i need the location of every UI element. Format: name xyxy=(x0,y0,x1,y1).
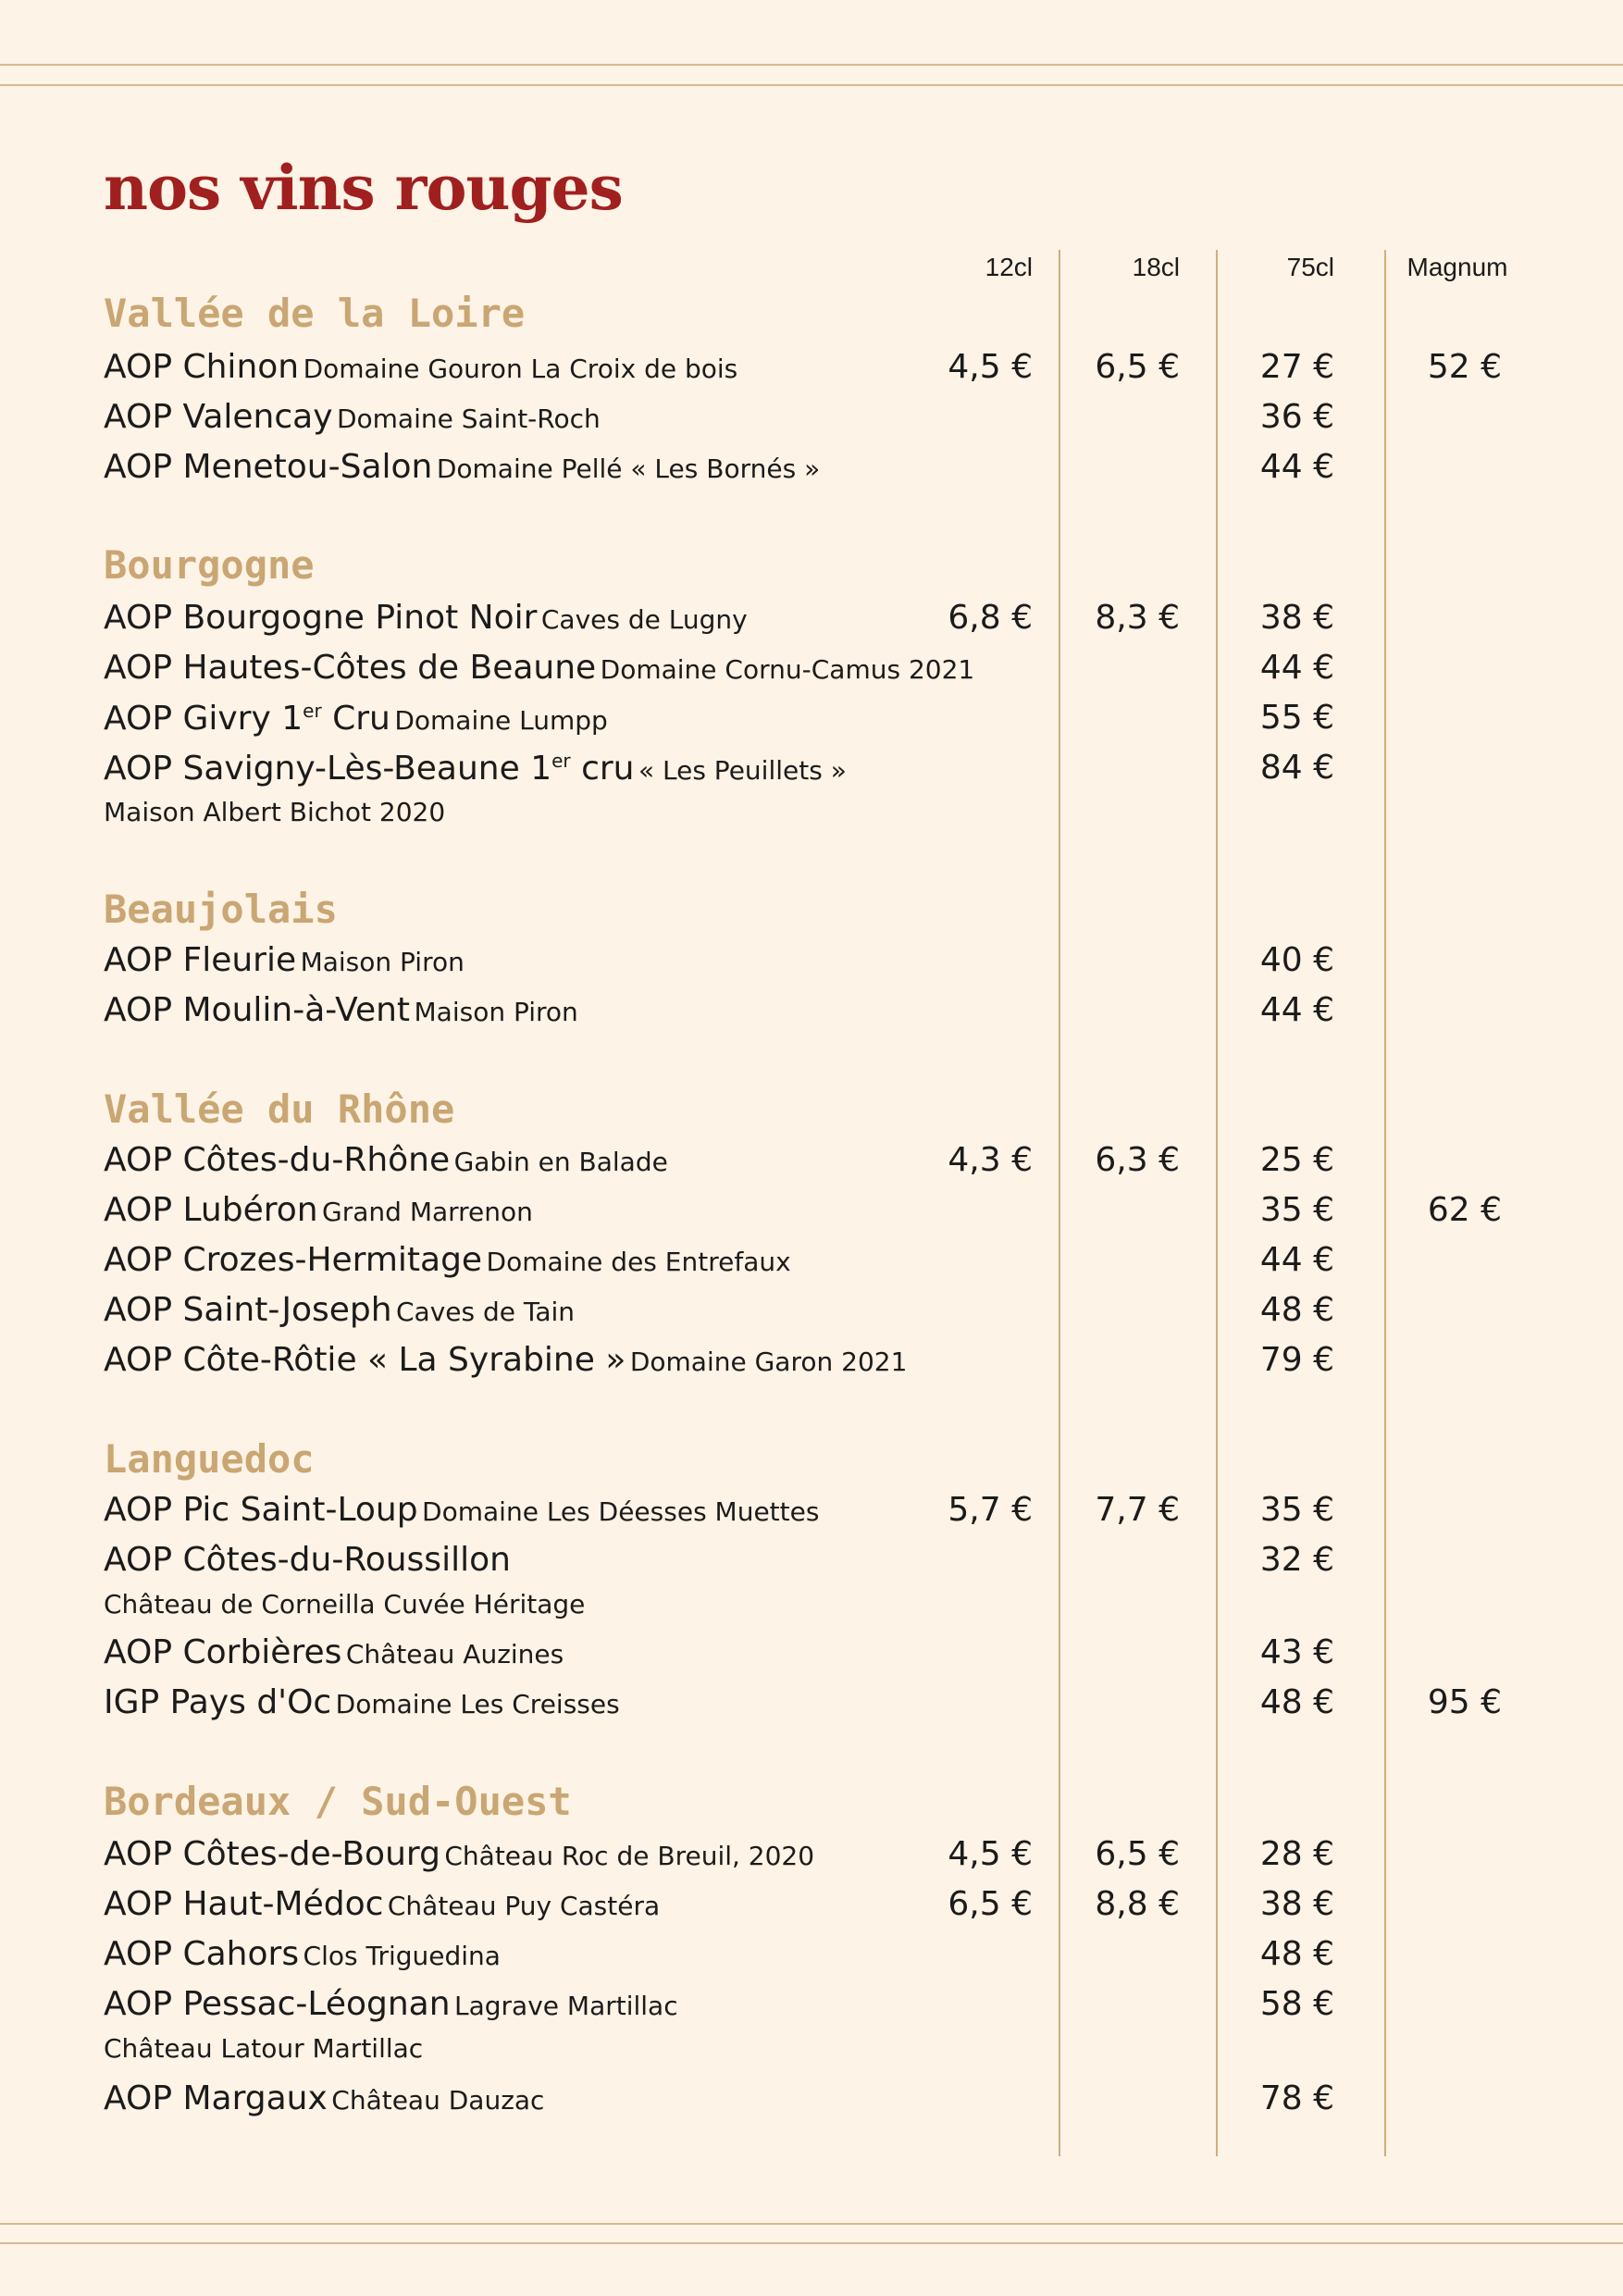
wine-name: AOP Pessac-Léognan xyxy=(104,1985,451,2023)
price-75cl: 79 € xyxy=(1259,1341,1334,1379)
price-75cl: 43 € xyxy=(1259,1633,1334,1671)
wine-name: AOP Pic Saint-Loup xyxy=(104,1491,418,1529)
section-title: Beaujolais xyxy=(104,887,338,932)
wine-producer: Grand Marrenon xyxy=(322,1197,533,1227)
section-title: Vallée de la Loire xyxy=(104,291,526,336)
wine-entry xyxy=(104,1341,908,1379)
price-75cl: 55 € xyxy=(1259,699,1334,737)
wine-name: AOP Haut-Médoc xyxy=(104,1885,384,1923)
price-75cl: 44 € xyxy=(1259,448,1334,486)
price-18cl: 6,3 € xyxy=(1095,1141,1180,1179)
price-75cl: 58 € xyxy=(1259,1985,1334,2023)
wine-entry xyxy=(104,649,975,687)
wine-entry xyxy=(104,1985,678,2023)
wine-name: IGP Pays d'Oc xyxy=(104,1683,332,1721)
wine-entry xyxy=(104,599,748,637)
wine-producer: Château Dauzac xyxy=(331,2085,545,2116)
wine-producer: Château Auzines xyxy=(345,1639,564,1669)
price-75cl: 44 € xyxy=(1259,991,1334,1029)
price-magnum: 62 € xyxy=(1427,1191,1502,1229)
wine-name: AOP Côtes-du-Rhône xyxy=(104,1141,451,1179)
wine-entry xyxy=(104,1835,815,1873)
wine-name: AOP Corbières xyxy=(104,1633,342,1671)
wine-producer: Domaine Pellé « Les Bornés » xyxy=(436,453,821,484)
price-75cl: 48 € xyxy=(1259,1935,1334,1973)
price-18cl: 7,7 € xyxy=(1095,1491,1180,1529)
wine-entry xyxy=(104,1241,791,1279)
wine-producer: Domaine Gouron La Croix de bois xyxy=(303,354,738,384)
wine-producer: Lagrave Martillac xyxy=(454,1991,678,2021)
wine-entry xyxy=(104,941,465,979)
wine-entry xyxy=(104,1633,564,1671)
wine-name: AOP Savigny-Lès-Beaune 1er cru xyxy=(104,750,635,788)
wine-producer: Maison Piron xyxy=(414,997,578,1027)
wine-entry xyxy=(104,701,608,736)
price-75cl: 38 € xyxy=(1259,599,1334,637)
price-75cl: 32 € xyxy=(1259,1541,1334,1579)
wine-entry xyxy=(104,751,847,786)
wine-name: AOP Hautes-Côtes de Beaune xyxy=(104,649,597,687)
wine-producer: Domaine des Entrefaux xyxy=(486,1247,791,1277)
wine-producer: Château Puy Castéra xyxy=(387,1891,661,1921)
wine-name: AOP Lubéron xyxy=(104,1191,318,1229)
wine-entry xyxy=(104,1291,576,1329)
wine-producer: Clos Triguedina xyxy=(303,1941,501,1971)
price-75cl: 48 € xyxy=(1259,1291,1334,1329)
wine-entry xyxy=(104,1683,620,1721)
price-75cl: 25 € xyxy=(1259,1141,1334,1179)
wine-producer: Caves de Tain xyxy=(396,1297,576,1327)
top-rule-2 xyxy=(0,84,1623,86)
bottom-rule-2 xyxy=(0,2242,1623,2244)
wine-entry xyxy=(104,448,821,486)
price-magnum: 95 € xyxy=(1427,1683,1502,1721)
wine-entry xyxy=(104,348,738,386)
column-divider xyxy=(1384,250,1386,2156)
wine-producer: Maison Piron xyxy=(300,947,465,977)
wine-entry xyxy=(104,991,578,1029)
wine-producer-note: Château de Corneilla Cuvée Héritage xyxy=(104,1589,586,1620)
wine-producer: « Les Peuillets » xyxy=(638,755,847,786)
wine-producer: Château Roc de Breuil, 2020 xyxy=(444,1841,815,1871)
column-header-magnum: Magnum xyxy=(1406,253,1508,281)
wine-entry xyxy=(104,1935,501,1973)
wine-name: AOP Crozes-Hermitage xyxy=(104,1241,483,1279)
price-18cl: 6,5 € xyxy=(1095,348,1180,386)
wine-name: AOP Côtes-de-Bourg xyxy=(104,1835,440,1873)
price-12cl: 6,8 € xyxy=(948,599,1033,637)
section-title: Bourgogne xyxy=(104,542,315,588)
price-75cl: 35 € xyxy=(1259,1191,1334,1229)
wine-name: AOP Côtes-du-Roussillon xyxy=(104,1541,511,1579)
price-12cl: 6,5 € xyxy=(948,1885,1033,1923)
wine-producer-note: Château Latour Martillac xyxy=(104,2033,424,2064)
wine-entry xyxy=(104,2079,545,2117)
price-18cl: 8,3 € xyxy=(1095,599,1180,637)
column-header-18cl: 18cl xyxy=(1132,253,1180,281)
top-rule-1 xyxy=(0,64,1623,66)
section-title: Vallée du Rhône xyxy=(104,1086,455,1132)
wine-producer: Domaine Les Creisses xyxy=(335,1689,620,1719)
wine-producer-note: Maison Albert Bichot 2020 xyxy=(104,797,446,827)
wine-entry xyxy=(104,1885,661,1923)
wine-name: AOP Givry 1er Cru xyxy=(104,700,390,738)
wine-name: AOP Margaux xyxy=(104,2079,328,2117)
price-75cl: 35 € xyxy=(1259,1491,1334,1529)
wine-entry xyxy=(104,1491,820,1529)
price-75cl: 27 € xyxy=(1259,348,1334,386)
price-75cl: 28 € xyxy=(1259,1835,1334,1873)
wine-name: AOP Valencay xyxy=(104,398,333,436)
price-75cl: 44 € xyxy=(1259,1241,1334,1279)
wine-entry xyxy=(104,1541,511,1579)
price-12cl: 5,7 € xyxy=(948,1491,1033,1529)
column-header-12cl: 12cl xyxy=(985,253,1033,281)
wine-producer: Domaine Les Déesses Muettes xyxy=(422,1496,820,1527)
column-header-75cl: 75cl xyxy=(1286,253,1334,281)
page-title: nos vins rouges xyxy=(104,152,623,224)
wine-name: AOP Menetou-Salon xyxy=(104,448,433,486)
bottom-rule-1 xyxy=(0,2223,1623,2225)
price-75cl: 44 € xyxy=(1259,649,1334,687)
wine-producer: Caves de Lugny xyxy=(540,604,748,635)
wine-producer: Domaine Saint-Roch xyxy=(336,403,601,434)
price-12cl: 4,3 € xyxy=(948,1141,1033,1179)
wine-producer: Domaine Garon 2021 xyxy=(629,1347,908,1377)
price-12cl: 4,5 € xyxy=(948,348,1033,386)
wine-entry xyxy=(104,1141,668,1179)
price-75cl: 84 € xyxy=(1259,749,1334,787)
price-75cl: 36 € xyxy=(1259,398,1334,436)
price-18cl: 8,8 € xyxy=(1095,1885,1180,1923)
wine-entry xyxy=(104,398,601,436)
section-title: Bordeaux / Sud-Ouest xyxy=(104,1779,572,1824)
price-magnum: 52 € xyxy=(1427,348,1502,386)
wine-name: AOP Moulin-à-Vent xyxy=(104,991,411,1029)
price-75cl: 48 € xyxy=(1259,1683,1334,1721)
price-75cl: 78 € xyxy=(1259,2079,1334,2117)
wine-name: AOP Côte-Rôtie « La Syrabine » xyxy=(104,1341,626,1379)
wine-producer: Gabin en Balade xyxy=(453,1147,668,1177)
wine-name: AOP Cahors xyxy=(104,1935,300,1973)
price-75cl: 40 € xyxy=(1259,941,1334,979)
price-12cl: 4,5 € xyxy=(948,1835,1033,1873)
wine-entry xyxy=(104,1191,533,1229)
wine-name: AOP Fleurie xyxy=(104,941,297,979)
wine-name: AOP Bourgogne Pinot Noir xyxy=(104,599,538,637)
wine-name: AOP Chinon xyxy=(104,348,300,386)
price-75cl: 38 € xyxy=(1259,1885,1334,1923)
wine-producer: Domaine Lumpp xyxy=(394,705,608,736)
section-title: Languedoc xyxy=(104,1436,315,1482)
price-18cl: 6,5 € xyxy=(1095,1835,1180,1873)
wine-producer: Domaine Cornu-Camus 2021 xyxy=(600,654,975,685)
wine-name: AOP Saint-Joseph xyxy=(104,1291,392,1329)
